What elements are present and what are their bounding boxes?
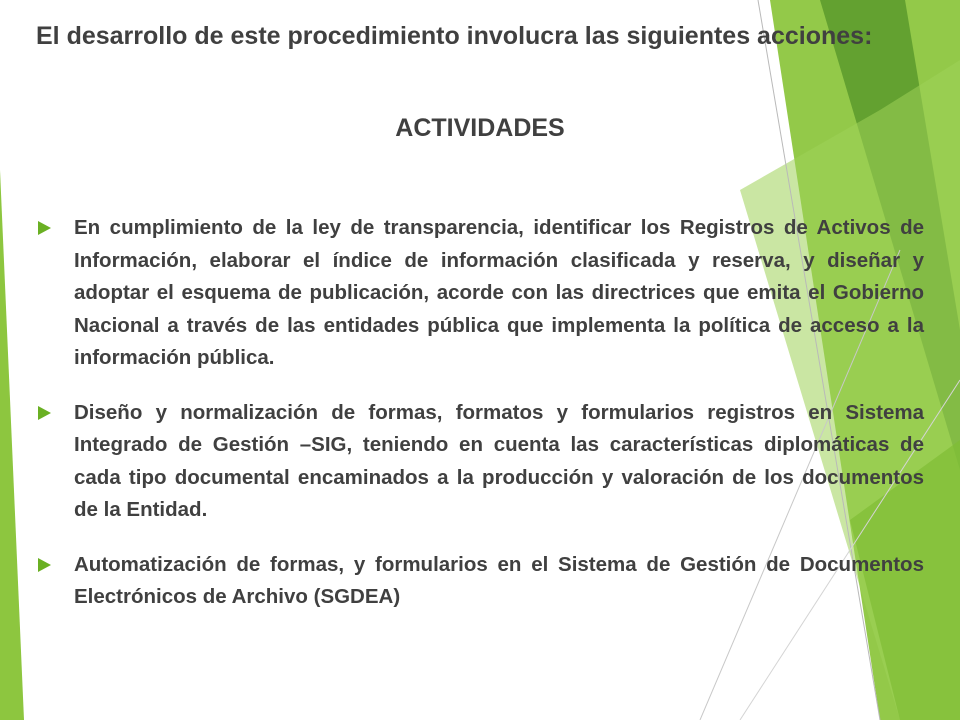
bullet-list [36,212,924,636]
list-item [36,549,924,614]
bullet-text: Automatización de formas, y formularios en el Sistema de Gestión de Documentos Electrónicos de Archivo (SGDEA) [74,552,924,608]
bullet-text: Diseño y normalización de formas, formatos y formularios registros en Sistema Integrado de Gestión –SIG, teniendo en cuenta las características diplomáticas de cada tipo documental encaminados a la producción y valoración de los documentos de la Entidad. [74,400,924,521]
list-item [36,212,924,375]
bullet-arrow-icon [38,406,51,420]
bullet-arrow-icon [38,221,51,235]
bullet-arrow-icon [38,558,51,572]
section-title: ACTIVIDADES [395,114,565,142]
bullet-text: En cumplimiento de la ley de transparencia, identificar los Registros de Activos de Información, elaborar el índice de información clasificada y reserva, y diseñar y adoptar el esquema de publicación, acorde con las directrices que emita el Gobierno Nacional a través de las entidades pública que implementa la política de acceso a la información pública. [74,216,924,369]
intro-paragraph: El desarrollo de este procedimiento involucra las siguientes acciones: [36,22,873,50]
list-item [36,397,924,527]
